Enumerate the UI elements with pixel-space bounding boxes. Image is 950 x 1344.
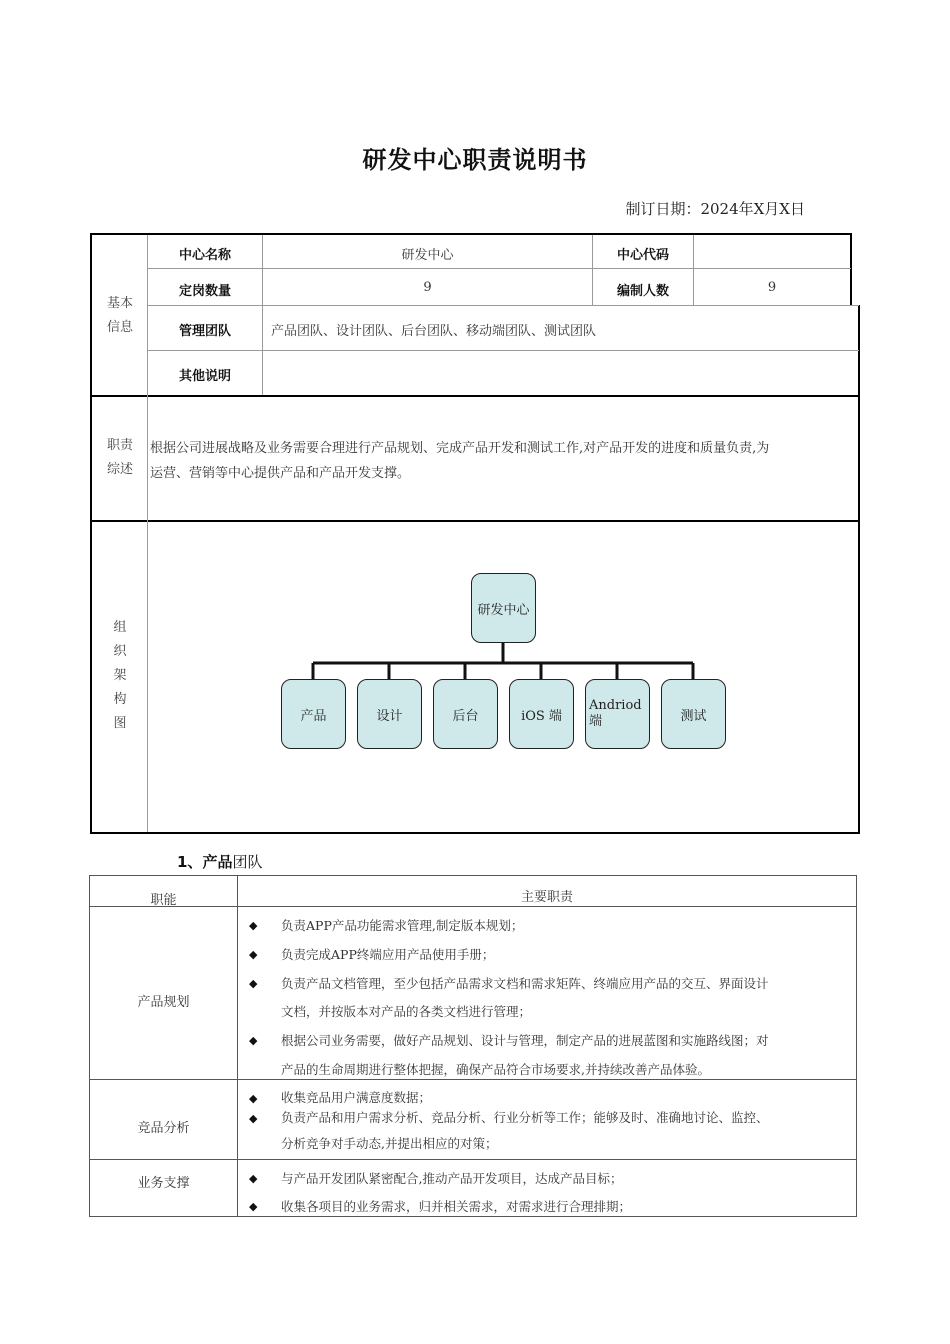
- duty-item: 与产品开发团队紧密配合,推动产品开发项目，达成产品目标；: [281, 1171, 623, 1186]
- org-node-android: [585, 679, 650, 749]
- org-label-char: 构: [113, 692, 127, 707]
- org-node-label: iOS 端: [521, 708, 562, 724]
- org-node-label: Andriod 端: [589, 698, 642, 729]
- team-section-heading: [177, 851, 262, 872]
- center-code-label: 中心代码: [616, 248, 669, 263]
- duty-item: 收集各项目的业务需求，归并相关需求，对需求进行合理排期；: [281, 1199, 632, 1214]
- col-function-header: 职能: [150, 893, 177, 908]
- revision-date: 制订日期：2024年X月X日: [625, 200, 805, 218]
- duty-item-continued: 产品的生命周期进行整体把握，确保产品符合市场要求,并持续改善产品体验。: [281, 1062, 710, 1077]
- headcount-label: 编制人数: [616, 284, 669, 299]
- page-title: 研发中心职责说明书: [362, 146, 588, 174]
- summary-label-text: 职责 综述: [106, 438, 133, 477]
- teams-value: 产品团队、设计团队、后台团队、移动端团队、测试团队: [271, 324, 597, 339]
- org-label-char: 组: [113, 620, 127, 635]
- positions-label: 定岗数量: [178, 284, 231, 299]
- summary-line-1: 根据公司进展战略及业务需要合理进行产品规划、完成产品开发和测试工作,对产品开发的进度和质量负责,为: [150, 441, 770, 456]
- basic-info-label-text: 基本 信息: [106, 296, 133, 335]
- function-cell: 竞品分析: [137, 1121, 190, 1136]
- duty-item-continued: 文档，并按版本对产品的各类文档进行管理；: [281, 1004, 532, 1019]
- heading-bold: 产品: [202, 853, 233, 871]
- duty-item: 负责产品和用户需求分析、竞品分析、行业分析等工作；能够及时、准确地讨论、监控、: [281, 1110, 769, 1125]
- heading-number: 1、: [177, 853, 203, 871]
- duty-item: 收集竞品用户满意度数据；: [281, 1090, 432, 1105]
- center-name-label: 中心名称: [178, 248, 231, 263]
- bullet-icon: ◆: [249, 1112, 258, 1125]
- org-node-label: 研发中心: [477, 602, 530, 618]
- org-node-label: 后台: [452, 708, 479, 724]
- org-node-label: 测试: [680, 708, 707, 724]
- headcount-value: 9: [767, 280, 777, 295]
- bullet-icon: ◆: [249, 1172, 258, 1185]
- bullet-icon: ◆: [249, 919, 258, 932]
- bullet-icon: ◆: [249, 977, 258, 990]
- duty-item: 负责APP产品功能需求管理,制定版本规划；: [281, 918, 524, 933]
- bullet-icon: ◆: [249, 1092, 258, 1105]
- col-duties-header: 主要职责: [520, 890, 573, 905]
- org-node-root: [471, 573, 536, 643]
- other-label: 其他说明: [178, 369, 231, 384]
- org-node-label: 产品: [300, 708, 327, 724]
- teams-label: 管理团队: [178, 324, 231, 339]
- positions-value: 9: [423, 280, 432, 295]
- function-cell: 产品规划: [137, 995, 190, 1010]
- org-node-design: [357, 679, 422, 749]
- org-node-label: 设计: [376, 708, 403, 724]
- org-label-char: 织: [113, 644, 127, 659]
- function-cell: 业务支撑: [137, 1176, 190, 1191]
- org-node-ios: [509, 679, 574, 749]
- duty-item: 负责完成APP终端应用产品使用手册；: [281, 947, 495, 962]
- duty-item: 根据公司业务需要，做好产品规划、设计与管理，制定产品的进展蓝图和实施路线图；对: [281, 1033, 769, 1048]
- center-name-value: 研发中心: [401, 248, 454, 263]
- heading-rest: 团队: [232, 853, 263, 871]
- org-label-char: 图: [113, 716, 127, 731]
- bullet-icon: ◆: [249, 1034, 258, 1047]
- bullet-icon: ◆: [249, 948, 258, 961]
- duty-item-continued: 分析竞争对手动态,并提出相应的对策；: [281, 1136, 498, 1151]
- duty-item: 负责产品文档管理，至少包括产品需求文档和需求矩阵、终端应用产品的交互、界面设计: [281, 976, 769, 991]
- org-node-test: [661, 679, 726, 749]
- org-label-char: 架: [113, 668, 127, 683]
- org-node-backend: [433, 679, 498, 749]
- bullet-icon: ◆: [249, 1200, 258, 1213]
- summary-line-2: 运营、营销等中心提供产品和产品开发支撑。: [150, 466, 411, 481]
- org-node-product: [281, 679, 346, 749]
